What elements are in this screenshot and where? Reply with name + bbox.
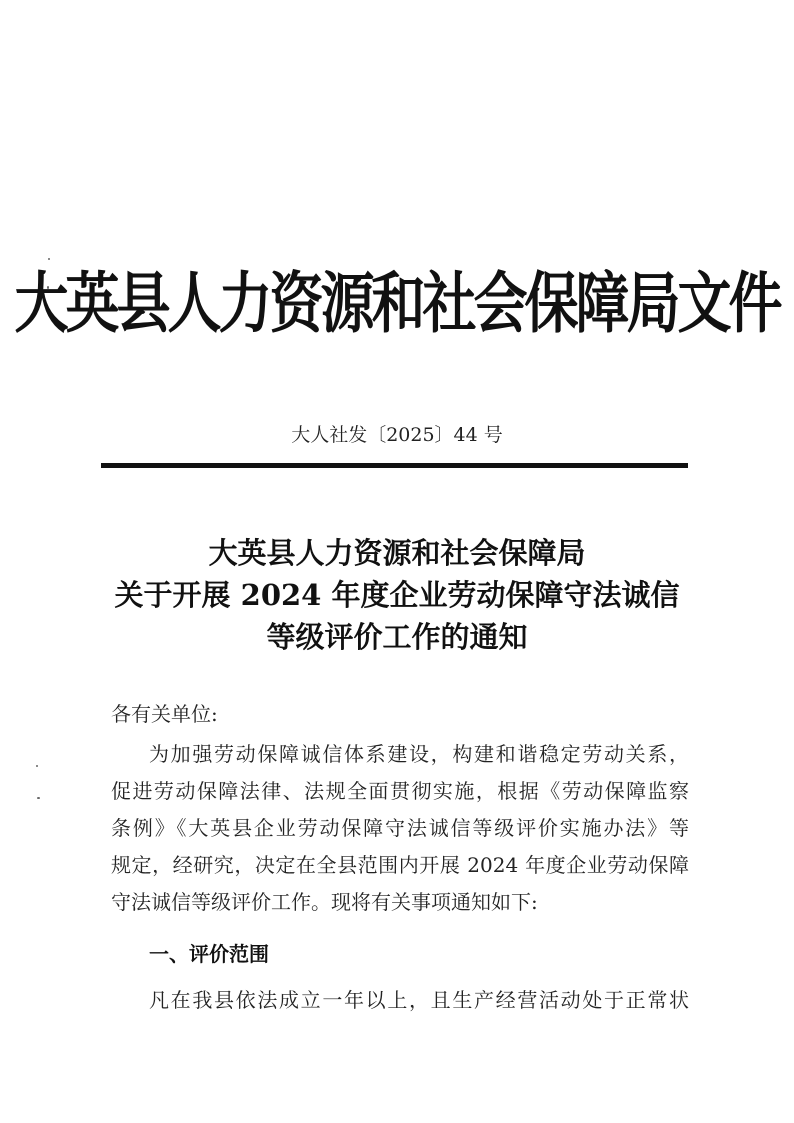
body-line: 条例》《大英县企业劳动保障守法诚信等级评价实施办法》等	[111, 816, 689, 840]
header-divider-rule	[101, 463, 688, 468]
section-line: 凡在我县依法成立一年以上，且生产经营活动处于正常状	[149, 988, 689, 1012]
section-heading: 一、评价范围	[149, 942, 269, 966]
notice-title-line: 等级评价工作的通知	[266, 620, 528, 654]
document-number: 大人社发〔2025〕44 号	[291, 424, 503, 446]
scan-speck	[36, 765, 38, 767]
body-paragraph	[111, 736, 689, 921]
notice-title-line: 大英县人力资源和社会保障局	[208, 536, 586, 570]
issuer-header-title: 大英县人力资源和社会保障局文件	[14, 263, 780, 343]
notice-title	[0, 532, 794, 658]
body-line: 促进劳动保障法律、法规全面贯彻实施，根据《劳动保障监察	[111, 779, 689, 803]
body-line: 为加强劳动保障诚信体系建设，构建和谐稳定劳动关系，	[149, 742, 689, 766]
section-paragraph	[111, 982, 689, 1019]
body-line: 规定，经研究，决定在全县范围内开展 2024 年度企业劳动保障	[111, 853, 689, 877]
notice-title-line: 关于开展 2024 年度企业劳动保障守法诚信	[114, 578, 680, 612]
scan-speck	[37, 797, 40, 799]
salutation: 各有关单位:	[111, 702, 218, 726]
body-line: 守法诚信等级评价工作。现将有关事项通知如下:	[111, 890, 538, 914]
